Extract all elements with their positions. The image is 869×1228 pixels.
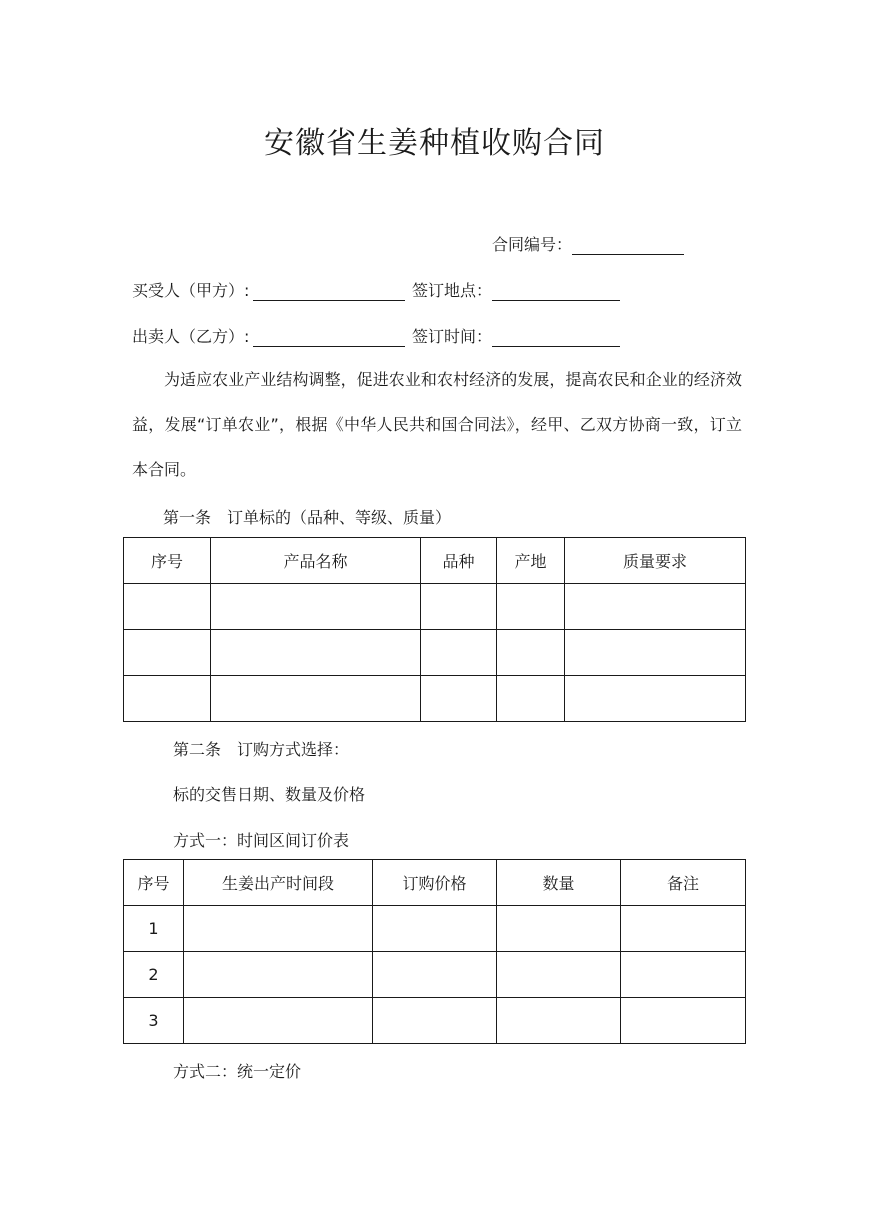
header-cell: 生姜出产时间段 [184,860,373,906]
price-schedule-table [123,859,746,1044]
table-cell[interactable] [621,998,746,1044]
table-cell[interactable] [565,676,746,722]
buyer-label: 买受人（甲方）: [132,281,250,300]
table-cell[interactable] [497,584,565,630]
table-cell[interactable] [421,676,497,722]
table-cell[interactable] [184,998,373,1044]
table-cell[interactable] [211,676,421,722]
table-cell[interactable] [497,676,565,722]
option-1-heading: 方式一：时间区间订价表 [173,831,350,850]
table-cell[interactable] [565,630,746,676]
row-number-cell: 3 [124,998,184,1044]
sign-time-field[interactable] [492,328,620,347]
table-cell[interactable] [373,952,497,998]
table-row [124,998,746,1044]
table-cell[interactable] [497,630,565,676]
row-number-cell: 1 [124,906,184,952]
seller-row [132,324,405,347]
document-title: 安徽省生姜种植收购合同 [264,126,605,161]
table-cell[interactable] [124,584,211,630]
sign-place-row [412,278,620,301]
seller-field[interactable] [253,328,405,347]
option-2-heading: 方式二：统一定价 [173,1062,302,1081]
table-cell[interactable] [621,906,746,952]
table-cell[interactable] [565,584,746,630]
header-cell: 序号 [124,860,184,906]
table-cell[interactable] [621,952,746,998]
contract-number-row [492,232,684,255]
order-subject-table [123,537,746,722]
buyer-field[interactable] [253,282,405,301]
header-cell: 数量 [497,860,621,906]
row-number-cell: 2 [124,952,184,998]
table-cell[interactable] [497,998,621,1044]
table-cell[interactable] [497,952,621,998]
sign-place-label: 签订地点： [412,281,493,300]
header-cell: 产地 [497,538,565,584]
header-cell: 备注 [621,860,746,906]
header-cell: 产品名称 [211,538,421,584]
table-row [124,906,746,952]
table-cell[interactable] [211,630,421,676]
table-cell[interactable] [373,998,497,1044]
article-2-heading: 第二条 订购方式选择： [173,740,350,759]
contract-number-field[interactable] [572,236,684,255]
table-cell[interactable] [124,676,211,722]
table-header-row [124,860,746,906]
seller-label: 出卖人（乙方）: [132,327,250,346]
header-cell: 质量要求 [565,538,746,584]
table-header-row [124,538,746,584]
table-cell[interactable] [497,906,621,952]
sign-time-label: 签订时间： [412,327,493,346]
intro-paragraph: 为适应农业产业结构调整，促进农业和农村经济的发展，提高农民和企业的经济效益，发展“订单农业”，根据《中华人民共和国合同法》，经甲、乙双方协商一致，订立本合同。 [132,370,742,479]
table-row [124,584,746,630]
header-cell: 订购价格 [373,860,497,906]
header-cell: 序号 [124,538,211,584]
table-cell[interactable] [211,584,421,630]
table-row [124,630,746,676]
article-1-heading: 第一条 订单标的（品种、等级、质量） [163,508,452,527]
table-row [124,676,746,722]
contract-number-label: 合同编号： [492,235,573,254]
table-cell[interactable] [184,952,373,998]
table-cell[interactable] [421,584,497,630]
article-2-subheading: 标的交售日期、数量及价格 [173,785,366,804]
table-cell[interactable] [184,906,373,952]
table-cell[interactable] [124,630,211,676]
sign-time-row [412,324,620,347]
table-cell[interactable] [421,630,497,676]
table-cell[interactable] [373,906,497,952]
buyer-row [132,278,405,301]
header-cell: 品种 [421,538,497,584]
table-row [124,952,746,998]
sign-place-field[interactable] [492,282,620,301]
